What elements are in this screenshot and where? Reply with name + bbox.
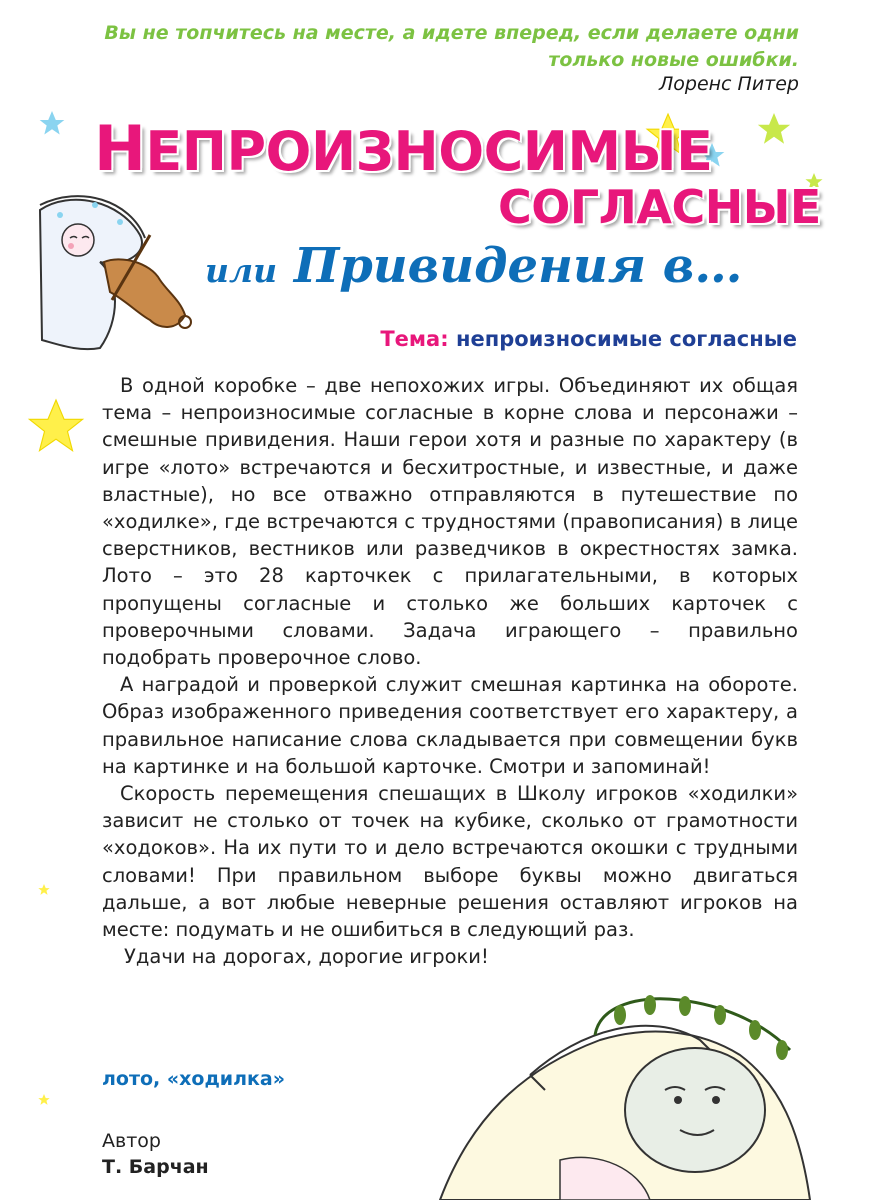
games-list: лото, «ходилка» <box>102 1068 286 1090</box>
author-label: Автор <box>102 1130 161 1152</box>
topic-label: Тема: <box>380 327 449 351</box>
star-icon <box>758 113 790 144</box>
star-icon <box>38 884 49 895</box>
page-title-line1 <box>94 112 713 185</box>
page-subtitle <box>205 238 742 294</box>
title-initial: Н <box>94 112 146 185</box>
star-icon <box>40 111 65 135</box>
laurel-ghost-illustration <box>440 995 810 1200</box>
epigraph-line: Вы не топчитесь на месте, а идете вперед, если делаете одни <box>104 22 799 44</box>
topic-line <box>380 327 797 351</box>
star-icon <box>29 400 82 451</box>
violin-ghost-illustration <box>40 196 191 349</box>
paragraph: А наградой и проверкой служит смешная картинка на обороте. Образ изображенного приведения соответствует его характеру, а правильное написание слова складывается при совмещении букв на картинке и на большой карточке. Смотри и запоминай! <box>102 673 798 778</box>
star-icon <box>38 1094 49 1105</box>
subtitle-prefix: или <box>205 251 278 290</box>
author-name: Т. Барчан <box>102 1156 209 1178</box>
page-title-line2: СОГЛАСНЫЕ <box>498 180 821 234</box>
subtitle-main: Привидения в… <box>277 238 743 294</box>
article-body <box>102 372 798 970</box>
paragraph: Удачи на дорогах, дорогие игроки! <box>124 945 489 969</box>
paragraph: Скорость перемещения спешащих в Школу игроков «ходилки» зависит не столько от точек на кубике, сколько от грамотности «ходоков». На их пути то и дело встречаются окошки с трудными словами! При правильном выборе буквы можно двигаться дальше, а вот любые неверные решения оставляют игроков на месте: подумать и не ошибиться в следующий раз. <box>102 782 798 942</box>
epigraph-author: Лоренс Питер <box>658 73 799 95</box>
epigraph-line: только новые ошибки. <box>548 49 799 71</box>
epigraph-quote <box>99 20 799 74</box>
paragraph: В одной коробке – две непохожих игры. Объединяют их общая тема – непроизносимые согласные в корне слова и персонажи – смешные привидения. Наши герои хотя и разные по характеру (в игре «лото» встречаются и бесхитростные, и известные, и даже властные), но все отважно отправляются в путешествие по «ходилке», где встречаются с трудностями (правописания) в лице сверстников, вестников или разведчиков в окрестностях замка. Лото – это 28 карточкек с прилагательными, в которых пропущены согласные и столько же больших карточек с проверочными словами. Задача играющего – правильно подобрать проверочное слово. <box>102 374 798 670</box>
title-rest: ЕПРОИЗНОСИМЫЕ <box>145 120 713 183</box>
topic-value: непроизносимые согласные <box>455 327 797 351</box>
